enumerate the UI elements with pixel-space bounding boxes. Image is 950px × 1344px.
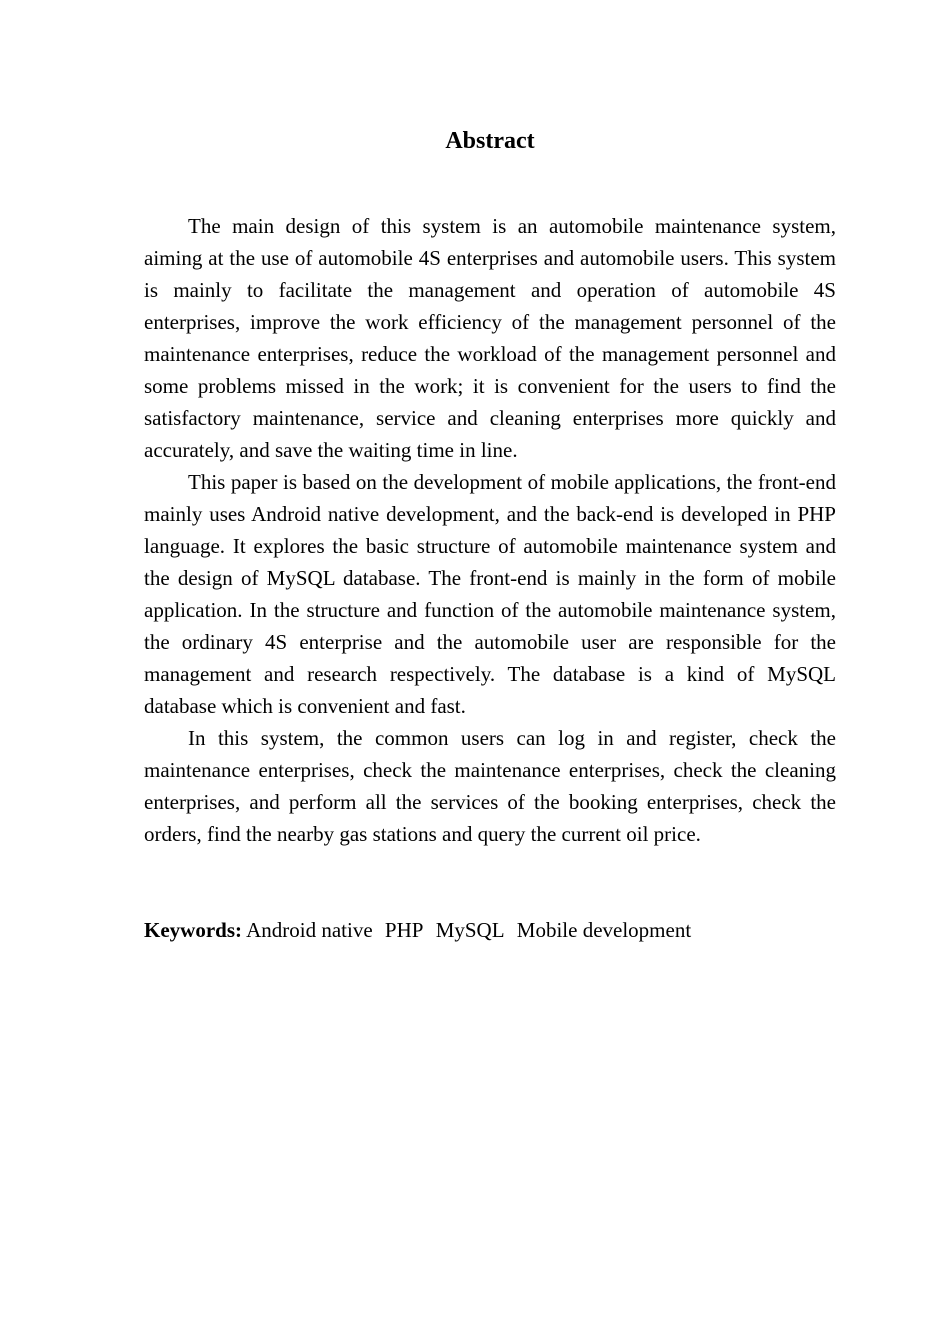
abstract-paragraph-1: The main design of this system is an automobile maintenance system, aiming at the use of automobile 4S enterprises and automobile users. This system is mainly to facilitate the management and operation of automobile 4S enterprises, improve the work efficiency of the management personnel of the maintenance enterprises, reduce the workload of the management personnel and some problems missed in the work; it is convenient for the users to find the satisfactory maintenance, service and cleaning enterprises more quickly and accurately, and save the waiting time in line. [144,214,836,462]
keyword-mysql: MySQL [435,918,505,942]
abstract-body [144,210,836,850]
page-title: Abstract [445,128,535,154]
keywords-label: Keywords: [144,918,242,942]
keywords-line [144,914,836,946]
keyword-android-native: Android native [246,918,373,942]
abstract-paragraph-3: In this system, the common users can log in and register, check the maintenance enterprises, check the maintenance enterprises, check the cleaning enterprises, and perform all the services of the booking enterprises, check the orders, find the nearby gas stations and query the current oil price. [144,726,836,846]
keyword-php: PHP [384,918,424,942]
abstract-paragraph-2: This paper is based on the development of mobile applications, the front-end mainly uses Android native development, and the back-end is developed in PHP language. It explores the basic structure of automobile maintenance system and the design of MySQL database. The front-end is mainly in the form of mobile application. In the structure and function of the automobile maintenance system, the ordinary 4S enterprise and the automobile user are responsible for the management and research respectively. The database is a kind of MySQL database which is convenient and fast. [144,470,836,718]
keyword-mobile-development: Mobile development [516,918,692,942]
